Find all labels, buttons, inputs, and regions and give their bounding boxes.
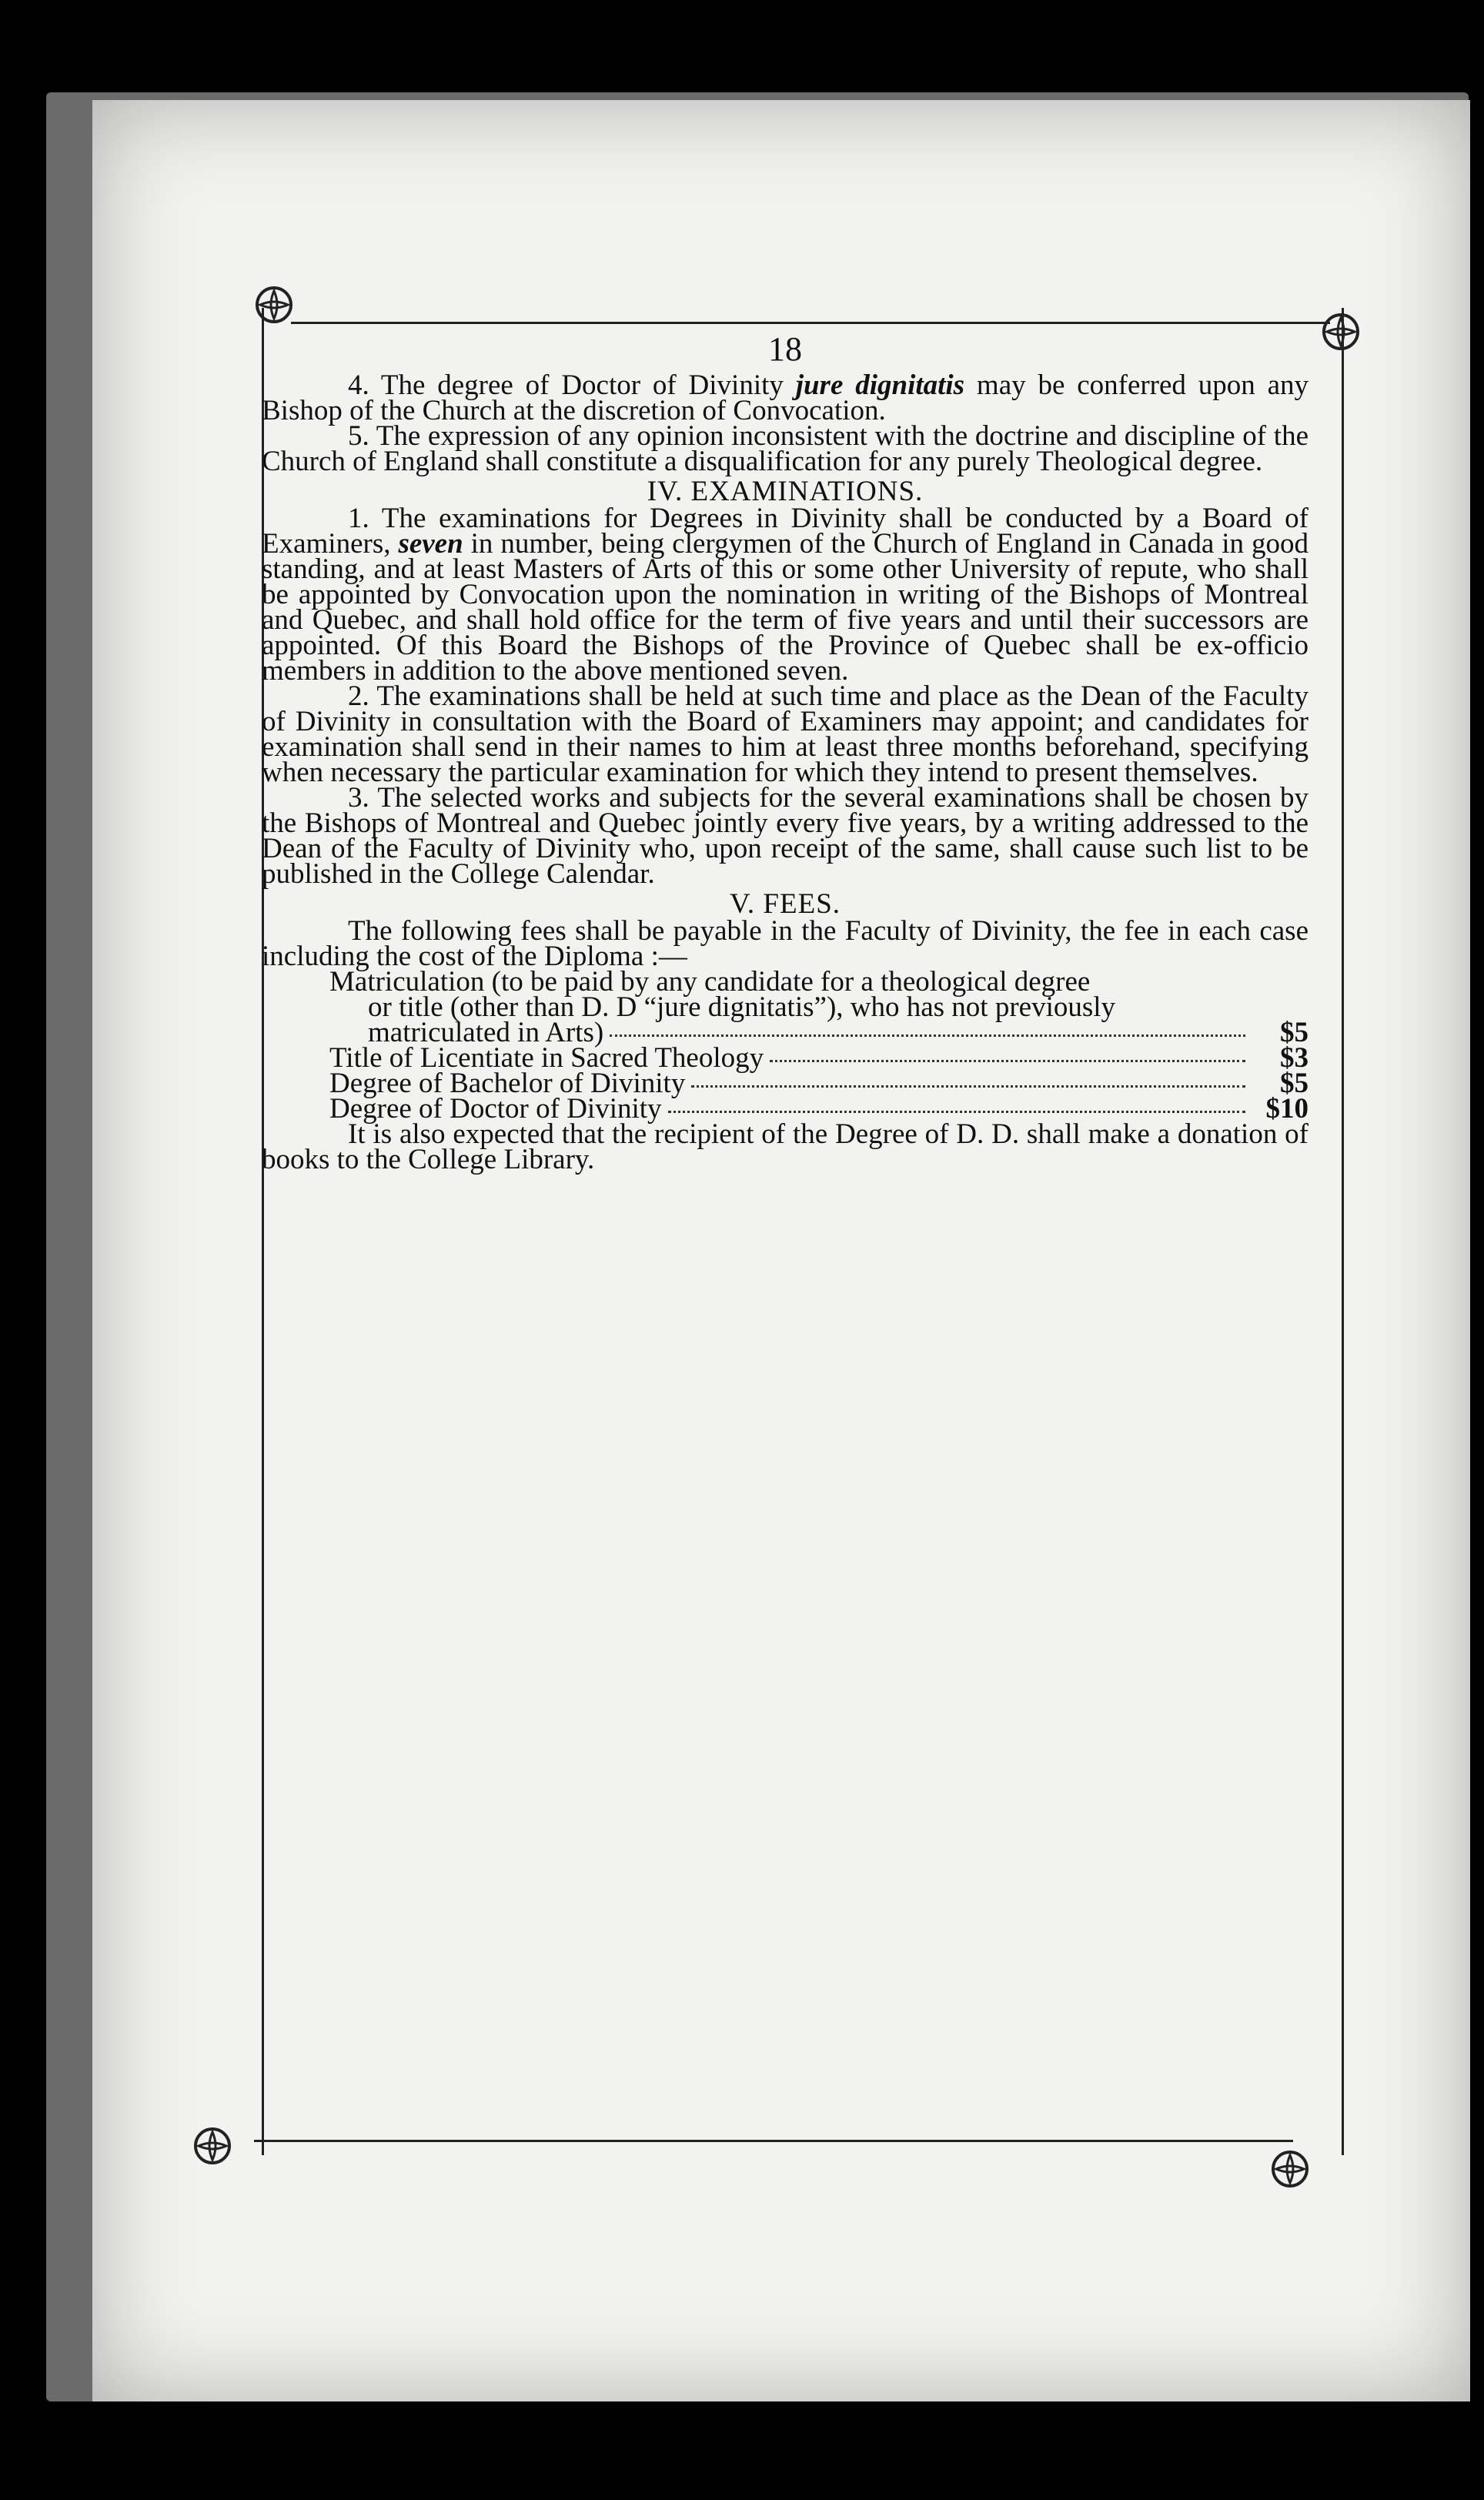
fee-label: Degree of Doctor of Divinity [329,1093,662,1125]
emphasis-text: jure dignitatis [795,369,965,401]
page-text [262,330,1309,1175]
paragraph-text: may be conferred upon any Bishop of the Church at the discretion of Convocation. [262,369,1309,426]
fee-label: Title of Licentiate in Sacred Theology [329,1042,764,1074]
paragraph-text: 4. The degree of Doctor of Divinity [348,369,796,401]
fee-list [262,966,1309,1125]
corner-ornament-icon [192,2126,232,2166]
paragraph-fees-intro: The following fees shall be payable in the Faculty of Divinity, the fee in each case including the cost of the Diploma :— [262,915,1309,972]
paragraph-text: in number, being clergymen of the Church of England in Canada in good standing, and at least Masters of Arts of this or some other University of repute, who shall be appointed by Convocation upon the nomination in writing of the Bishops of Montreal and Quebec, and shall hold office for the term of five years and until their successors are appointed. Of this Board the Bishops of the Province of Quebec shall be ex-officio members in addition to the above mentioned seven. [262,528,1309,687]
paragraph-exam-2: 2. The examinations shall be held at such time and place as the Dean of the Faculty of Divinity in consultation with the Board of Examiners may appoint; and candidates for examination shall send in their names to him at least three months beforehand, specifying when necessary the particular examination for which they intend to present themselves. [262,680,1309,788]
fee-label: Degree of Bachelor of Divinity [329,1068,686,1099]
border-top-rule [291,322,1330,324]
corner-ornament-icon [1321,312,1361,352]
fee-line: Matriculation (to be paid by any candidate for a theological degree [329,966,1091,998]
corner-ornament-icon [254,285,294,325]
border-bottom-rule [254,2140,1293,2142]
section-heading-examinations: IV. EXAMINATIONS. [647,476,924,507]
page-number: 18 [768,330,802,368]
paragraph-exam-1 [262,503,1309,687]
fee-amount: $10 [1265,1093,1309,1125]
paragraph-4 [262,369,1309,426]
dot-leader [668,1111,1245,1113]
dot-leader [770,1060,1245,1062]
fee-amount: $5 [1280,1017,1309,1048]
emphasis-text: seven [398,528,463,560]
fee-amount: $5 [1280,1068,1309,1099]
paragraph-closing: It is also expected that the recipient of the Degree of D. D. shall make a donation of books to the College Library. [262,1118,1309,1175]
dot-leader [610,1034,1245,1037]
paragraph-5: 5. The expression of any opinion inconsistent with the doctrine and discipline of the Church of England shall constitute a disqualification for any purely Theological degree. [262,420,1309,477]
section-heading-fees: V. FEES. [729,888,841,920]
fee-item-matriculation [262,966,1309,1048]
fee-amount: $3 [1280,1042,1309,1074]
paragraph-text: 1. The examinations for Degrees in Divinity shall be conducted by a Board of Examiners, [262,503,1309,560]
corner-ornament-icon [1270,2149,1310,2189]
fee-label: matriculated in Arts) [368,1017,604,1048]
dot-leader [691,1085,1245,1088]
fee-line: or title (other than D. D “jure dignitatis”), who has not previously [368,991,1116,1023]
paragraph-exam-3: 3. The selected works and subjects for the several examinations shall be chosen by the Bishops of Montreal and Quebec jointly every five years, by a writing addressed to the Dean of the Faculty of Divinity who, upon receipt of the same, shall cause such list to be published in the College Calendar. [262,782,1309,890]
